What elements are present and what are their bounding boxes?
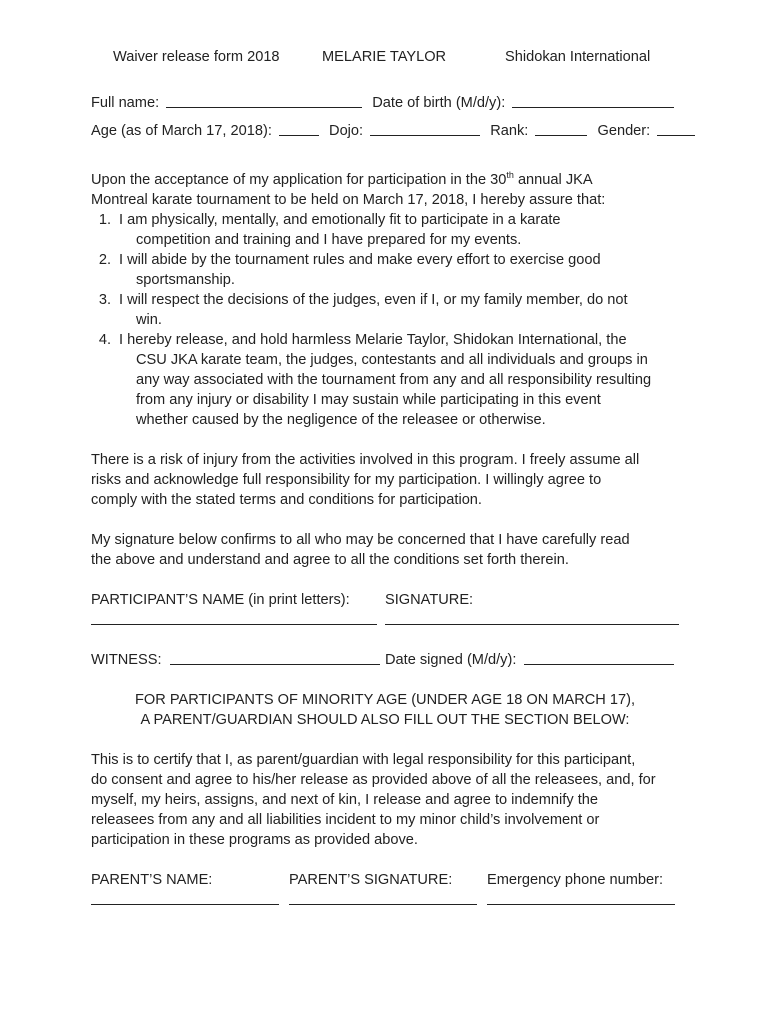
parent-paragraph-line: This is to certify that I, as parent/guardian with legal responsibility for this participant, [91, 752, 636, 768]
list-item [89, 210, 561, 230]
list-line: I hereby release, and hold harmless Melarie Taylor, Shidokan International, the [119, 332, 627, 348]
details-row [91, 121, 695, 141]
parent-name-field[interactable] [91, 904, 279, 905]
participant-name-label: PARTICIPANT’S NAME (in print letters): [91, 592, 350, 608]
minority-notice-line: FOR PARTICIPANTS OF MINORITY AGE (UNDER AGE 18 ON MARCH 17), [134, 692, 636, 708]
date-of-birth-label: Date of birth (M/d/y): [372, 95, 506, 111]
rank-field[interactable] [535, 121, 587, 136]
list-line: I am physically, mentally, and emotionally fit to participate in a karate [119, 212, 561, 228]
gender-label: Gender: [597, 123, 651, 139]
list-number: 3. [98, 292, 111, 308]
parent-paragraph-line: participation in these programs as provided above. [91, 832, 418, 848]
signature-label: SIGNATURE: [385, 592, 474, 608]
list-number: 2. [98, 252, 111, 268]
full-name-row [91, 93, 674, 113]
ordinal-suffix: th [506, 170, 514, 180]
intro-line-2: Montreal karate tournament to be held on March 17, 2018, I hereby assure that: [91, 192, 606, 208]
list-line: win. [136, 312, 162, 328]
signature-paragraph-line: the above and understand and agree to all the conditions set forth therein. [91, 552, 569, 568]
risk-paragraph-line: comply with the stated terms and conditions for participation. [91, 492, 482, 508]
witness-label: WITNESS: [91, 652, 162, 668]
dojo-label: Dojo: [329, 123, 364, 139]
list-item [89, 250, 601, 270]
signature-paragraph-line: My signature below confirms to all who may be concerned that I have carefully read [91, 532, 630, 548]
list-line: sportsmanship. [136, 272, 235, 288]
list-item [89, 330, 627, 350]
full-name-field[interactable] [166, 93, 362, 108]
witness-row [91, 650, 380, 670]
risk-paragraph-line: There is a risk of injury from the activities involved in this program. I freely assume all [91, 452, 640, 468]
list-line: I will abide by the tournament rules and make every effort to exercise good [119, 252, 601, 268]
organization-name: Shidokan International [505, 49, 651, 65]
parent-signature-label: PARENT’S SIGNATURE: [289, 872, 453, 888]
list-line: from any injury or disability I may sustain while participating in this event [136, 392, 601, 408]
parent-paragraph-line: myself, my heirs, assigns, and next of kin, I release and agree to indemnify the [91, 792, 598, 808]
witness-field[interactable] [170, 650, 380, 665]
organizer-name: MELARIE TAYLOR [322, 49, 447, 65]
risk-paragraph-line: risks and acknowledge full responsibility for my participation. I willingly agree to [91, 472, 602, 488]
list-line: I will respect the decisions of the judges, even if I, or my family member, do not [119, 292, 628, 308]
list-line: whether caused by the negligence of the releasee or otherwise. [136, 412, 546, 428]
minority-notice-line: A PARENT/GUARDIAN SHOULD ALSO FILL OUT THE SECTION BELOW: [140, 712, 630, 728]
gender-field[interactable] [657, 121, 695, 136]
age-label: Age (as of March 17, 2018): [91, 123, 272, 139]
participant-name-field[interactable] [91, 624, 377, 625]
age-field[interactable] [279, 121, 319, 136]
parent-signature-field[interactable] [289, 904, 477, 905]
rank-label: Rank: [490, 123, 529, 139]
date-signed-row [385, 650, 674, 670]
signature-field[interactable] [385, 624, 679, 625]
intro-text-end: annual JKA [513, 172, 593, 188]
dojo-field[interactable] [370, 121, 480, 136]
list-line: CSU JKA karate team, the judges, contestants and all individuals and groups in [136, 352, 648, 368]
emergency-phone-field[interactable] [487, 904, 675, 905]
parent-paragraph-line: do consent and agree to his/her release as provided above of all the releasees, and, for [91, 772, 656, 788]
list-number: 4. [98, 332, 111, 348]
list-line: competition and training and I have prepared for my events. [136, 232, 522, 248]
full-name-label: Full name: [91, 95, 160, 111]
emergency-phone-label: Emergency phone number: [487, 872, 664, 888]
date-of-birth-field[interactable] [512, 93, 674, 108]
intro-text: Upon the acceptance of my application for participation in the 30 [91, 172, 507, 188]
list-number: 1. [98, 212, 111, 228]
date-signed-field[interactable] [524, 650, 674, 665]
parent-name-label: PARENT’S NAME: [91, 872, 213, 888]
form-title: Waiver release form 2018 [113, 49, 280, 65]
list-item [89, 290, 628, 310]
date-signed-label: Date signed (M/d/y): [385, 652, 517, 668]
intro-line-1 [91, 170, 593, 190]
list-line: any way associated with the tournament from any and all responsibility resulting [136, 372, 652, 388]
parent-paragraph-line: releasees from any and all liabilities incident to my minor child’s involvement or [91, 812, 600, 828]
